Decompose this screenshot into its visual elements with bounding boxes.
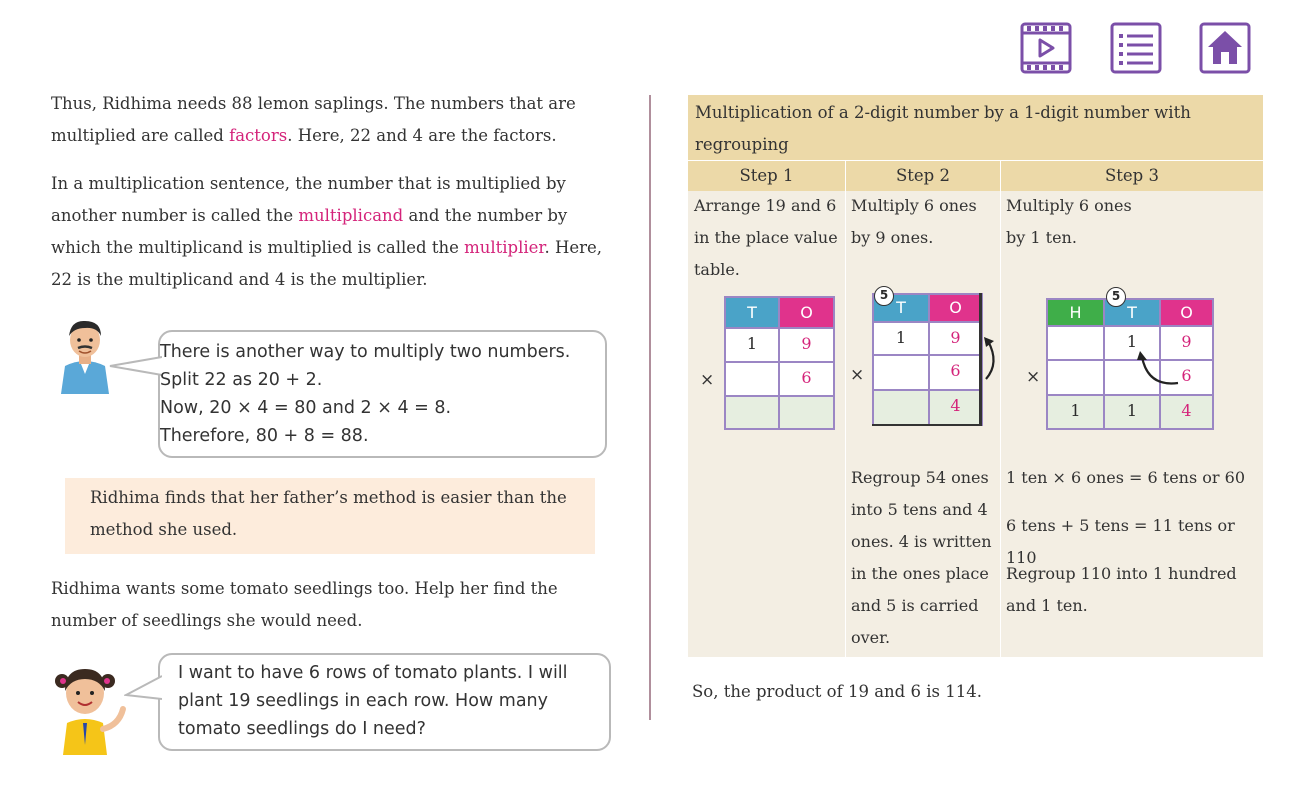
home-icon [1199,22,1251,74]
grid2-cell-r3-ones: 4 [928,389,983,426]
grid2-cell-r2-ones: 6 [928,354,983,391]
product-statement: So, the product of 19 and 6 is 114. [692,682,982,701]
step2-explain-3: ones. 4 is written [851,532,992,551]
step3-explain-2: 6 tens + 5 tens = 11 tens or 110 [1006,516,1235,567]
text-segment: Thus, Ridhima needs 88 lemon saplings. The numbers that are multiplied are called [51,94,576,145]
video-button[interactable] [1020,22,1072,74]
header-step-3: Step 3 [1001,161,1263,191]
grid2-head-tens: T [872,293,930,323]
step3-explain-3 [1006,558,1237,622]
step2-explain-5: and 5 is carried [851,596,979,615]
step3-line-2: by 1 ten. [1006,228,1077,247]
carry-badge-step3: 5 [1106,287,1126,307]
grid2-head-ones: O [928,293,983,323]
grid2-bottom-edge [872,424,982,426]
step2-explanation [851,462,992,654]
grid2-cell-r3-tens [872,389,930,426]
text-segment: and the number by which the multiplicand is multiplied is called the [51,206,568,257]
step1-line-1: Arrange 19 and 6 [694,196,837,215]
highlighted-term: multiplier [464,238,545,257]
step2-line-2: by 9 ones. [851,228,934,247]
grid1-head-ones: O [778,296,835,329]
grid3-cell-r3-hundreds: 1 [1046,394,1105,430]
menu-button[interactable] [1110,22,1162,74]
grid1-cell-r3-tens [724,395,780,430]
step3-line-1: Multiply 6 ones [1006,196,1132,215]
father-line-4: Therefore, 80 + 8 = 88. [160,426,369,446]
grid3-cell-r2-hundreds [1046,359,1105,396]
girl-speech-bubble [158,653,611,751]
girl-line-1: I want to have 6 rows of tomato plants. I will [178,663,568,683]
grid1-head-tens: T [724,296,780,329]
step1-line-2: in the place value [694,228,838,247]
father-speech-text [160,338,591,450]
paragraph-tomato: Ridhima wants some tomato seedlings too. Help her find the number of seedlings she would need. [51,579,558,630]
text-segment: . Here, 22 is the multiplicand and 4 is the multiplier. [51,238,603,289]
girl-line-3: tomato seedlings do I need? [178,719,426,739]
grid1-cell-r3-ones [778,395,835,430]
grid3-cell-r2-ones: 6 [1159,359,1214,396]
grid2-cell-r2-tens [872,354,930,391]
step1-text [694,190,838,286]
highlighted-term: multiplicand [298,206,404,225]
text-segment: In a multiplication sentence, the number that is multiplied by another number is called the [51,174,566,225]
table-caption: Multiplication of a 2-digit number by a 1-digit number with regrouping [688,95,1263,160]
grid3-head-tens: T [1103,298,1161,327]
column-divider-2 [1000,161,1001,657]
grid1-cell-r2-ones: 6 [778,361,835,397]
step2-explain-6: over. [851,628,891,647]
carry-badge-step2: 5 [874,286,894,306]
step3-explain-3-line-2: and 1 ten. [1006,596,1088,615]
grid1-cell-r2-tens [724,361,780,397]
step2-line-1: Multiply 6 ones [851,196,977,215]
carry-arrow-step2 [982,335,1002,381]
header-step-1: Step 1 [688,161,845,191]
father-line-3: Now, 20 × 4 = 80 and 2 × 4 = 8. [160,398,452,418]
step2-text [851,190,977,254]
grid3-cell-r1-ones: 9 [1159,325,1214,361]
grid3-cell-r1-hundreds [1046,325,1105,361]
grid1-cell-r1-tens: 1 [724,327,780,363]
step2-explain-4: in the ones place [851,564,989,583]
text-segment: . Here, 22 and 4 are the factors. [287,126,557,145]
column-divider-1 [845,161,846,657]
list-menu-icon [1110,22,1162,74]
step3-explain-1: 1 ten × 6 ones = 6 tens or 60 [1006,468,1245,487]
header-step-2: Step 2 [846,161,1000,191]
step3-text [1006,190,1132,254]
step2-explain-2: into 5 tens and 4 [851,500,988,519]
times-sign-step1: × [700,370,715,390]
step1-line-3: table. [694,260,740,279]
step3-explain-3-line-1: Regroup 110 into 1 hundred [1006,564,1237,583]
carry-arrow-step3 [1134,349,1180,389]
times-sign-step3: × [1026,367,1041,387]
father-line-1: There is another way to multiply two numbers. [160,342,571,362]
video-icon [1020,22,1072,74]
home-button[interactable] [1199,22,1251,74]
grid3-head-ones: O [1159,298,1214,327]
column-divider [649,95,651,720]
paragraph-multiplicand [51,168,611,296]
note-box: Ridhima finds that her father’s method is easier than the method she used. [65,478,595,554]
grid3-cell-r1-tens: 1 [1103,325,1161,361]
grid1-cell-r1-ones: 9 [778,327,835,363]
girl-line-2: plant 19 seedlings in each row. How many [178,691,548,711]
regrouping-table [688,95,1263,657]
times-sign-step2: × [850,365,865,385]
father-line-2: Split 22 as 20 + 2. [160,370,323,390]
grid2-cell-r1-tens: 1 [872,321,930,356]
step2-explain-1: Regroup 54 ones [851,468,989,487]
father-speech-bubble [158,330,607,458]
father-illustration [57,316,113,396]
grid3-cell-r3-ones: 4 [1159,394,1214,430]
grid3-cell-r3-tens: 1 [1103,394,1161,430]
highlighted-term: factors [229,126,288,145]
grid3-head-hundreds: H [1046,298,1105,327]
girl-illustration [49,663,131,755]
grid2-cell-r1-ones: 9 [928,321,983,356]
paragraph-factors [51,88,611,152]
